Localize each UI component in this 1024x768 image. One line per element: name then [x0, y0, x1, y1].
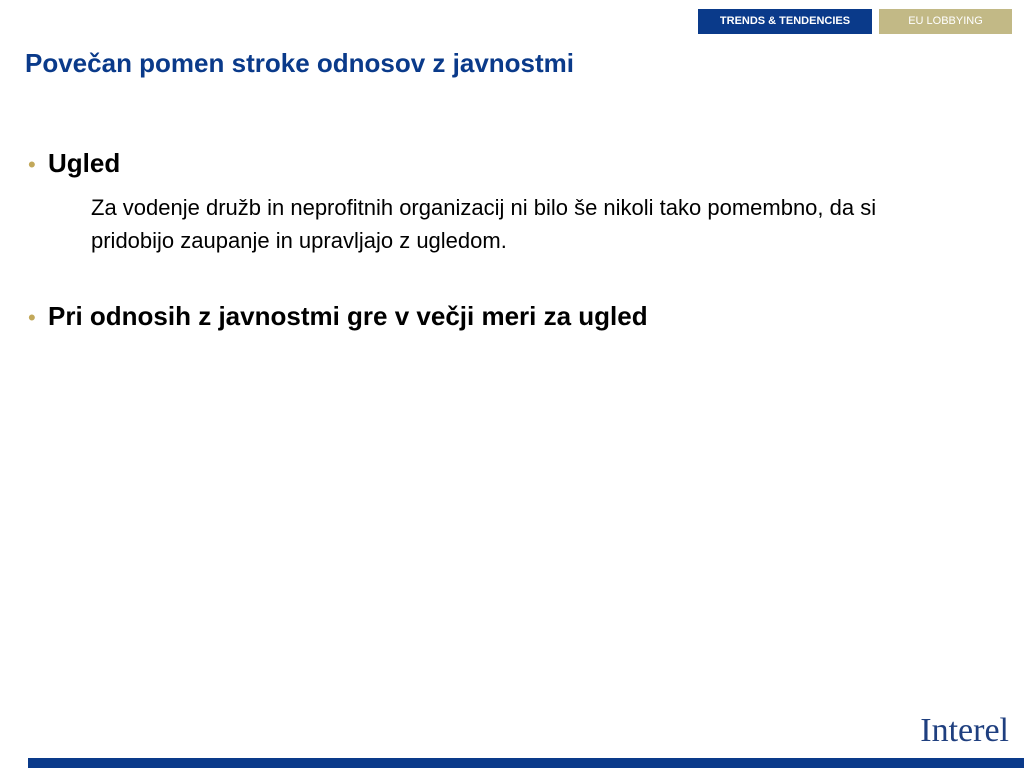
bullet-item [28, 301, 988, 332]
bullet-icon: • [28, 152, 36, 177]
bullet-icon: • [28, 305, 36, 330]
bullet-body: Za vodenje družb in neprofitnih organizacij ni bilo še nikoli tako pomembno, da si pridobijo zaupanje in upravljajo z ugledom. [91, 195, 877, 253]
tab-eu-lobbying[interactable]: EU LOBBYING [879, 9, 1012, 34]
footer-bar [28, 758, 1024, 768]
section-tabs [698, 9, 1012, 34]
slide-title: Povečan pomen stroke odnosov z javnostmi [25, 48, 575, 78]
bullet-heading: Pri odnosih z javnostmi gre v večji meri za ugled [48, 301, 648, 331]
interel-logo: Interel [920, 712, 1009, 749]
bullet-heading: Ugled [48, 148, 121, 178]
slide-content [28, 148, 988, 332]
bullet-item [28, 148, 988, 179]
tab-trends-and-tendencies[interactable]: TRENDS & TENDENCIES [698, 9, 872, 34]
